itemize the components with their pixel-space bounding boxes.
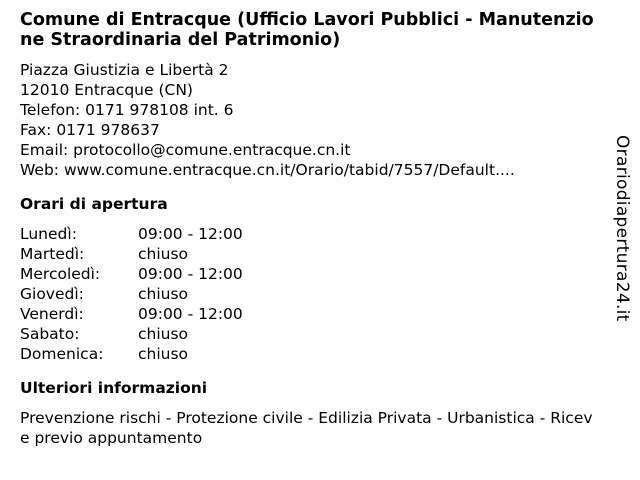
street: Piazza Giustizia e Libertà 2 bbox=[20, 61, 229, 79]
day-label: Martedì: bbox=[20, 245, 85, 263]
hours-row bbox=[20, 344, 600, 364]
day-label: Venerdì: bbox=[20, 305, 84, 323]
hours-row bbox=[20, 264, 600, 284]
day-label: Sabato: bbox=[20, 325, 80, 343]
hours-row bbox=[20, 224, 600, 244]
day-hours: chiuso bbox=[138, 245, 189, 263]
city: 12010 Entracque (CN) bbox=[20, 81, 193, 99]
day-hours: chiuso bbox=[138, 325, 189, 343]
website[interactable]: Web: www.comune.entracque.cn.it/Orario/tabid/7557/Default.... bbox=[20, 161, 515, 179]
more-info-text: Prevenzione rischi - Protezione civile - Edilizia Privata - Urbanistica - Riceve previo appuntamento bbox=[20, 409, 593, 447]
day-hours: 09:00 - 12:00 bbox=[138, 305, 243, 323]
day-label: Giovedì: bbox=[20, 285, 84, 303]
fax: Fax: 0171 978637 bbox=[20, 121, 160, 139]
email[interactable]: Email: protocollo@comune.entracque.cn.it bbox=[20, 141, 351, 159]
phone[interactable]: Telefon: 0171 978108 int. 6 bbox=[20, 101, 234, 119]
day-hours: 09:00 - 12:00 bbox=[138, 265, 243, 283]
day-label: Domenica: bbox=[20, 345, 104, 363]
day-hours: 09:00 - 12:00 bbox=[138, 225, 243, 243]
more-info-heading: Ulteriori informazioni bbox=[20, 379, 208, 397]
day-label: Mercoledì: bbox=[20, 265, 101, 283]
site-watermark: Orariodiapertura24.it bbox=[612, 135, 632, 322]
hours-row bbox=[20, 324, 600, 344]
day-hours: chiuso bbox=[138, 345, 189, 363]
address-block bbox=[20, 60, 600, 180]
hours-row bbox=[20, 284, 600, 304]
office-title: Comune di Entracque (Ufficio Lavori Pubblici - Manutenzione Straordinaria del Patrimonio) bbox=[20, 10, 594, 50]
day-label: Lunedì: bbox=[20, 225, 77, 243]
hours-table bbox=[20, 224, 600, 364]
hours-row bbox=[20, 304, 600, 324]
office-card bbox=[20, 10, 600, 448]
hours-heading: Orari di apertura bbox=[20, 195, 168, 213]
hours-row bbox=[20, 244, 600, 264]
day-hours: chiuso bbox=[138, 285, 189, 303]
